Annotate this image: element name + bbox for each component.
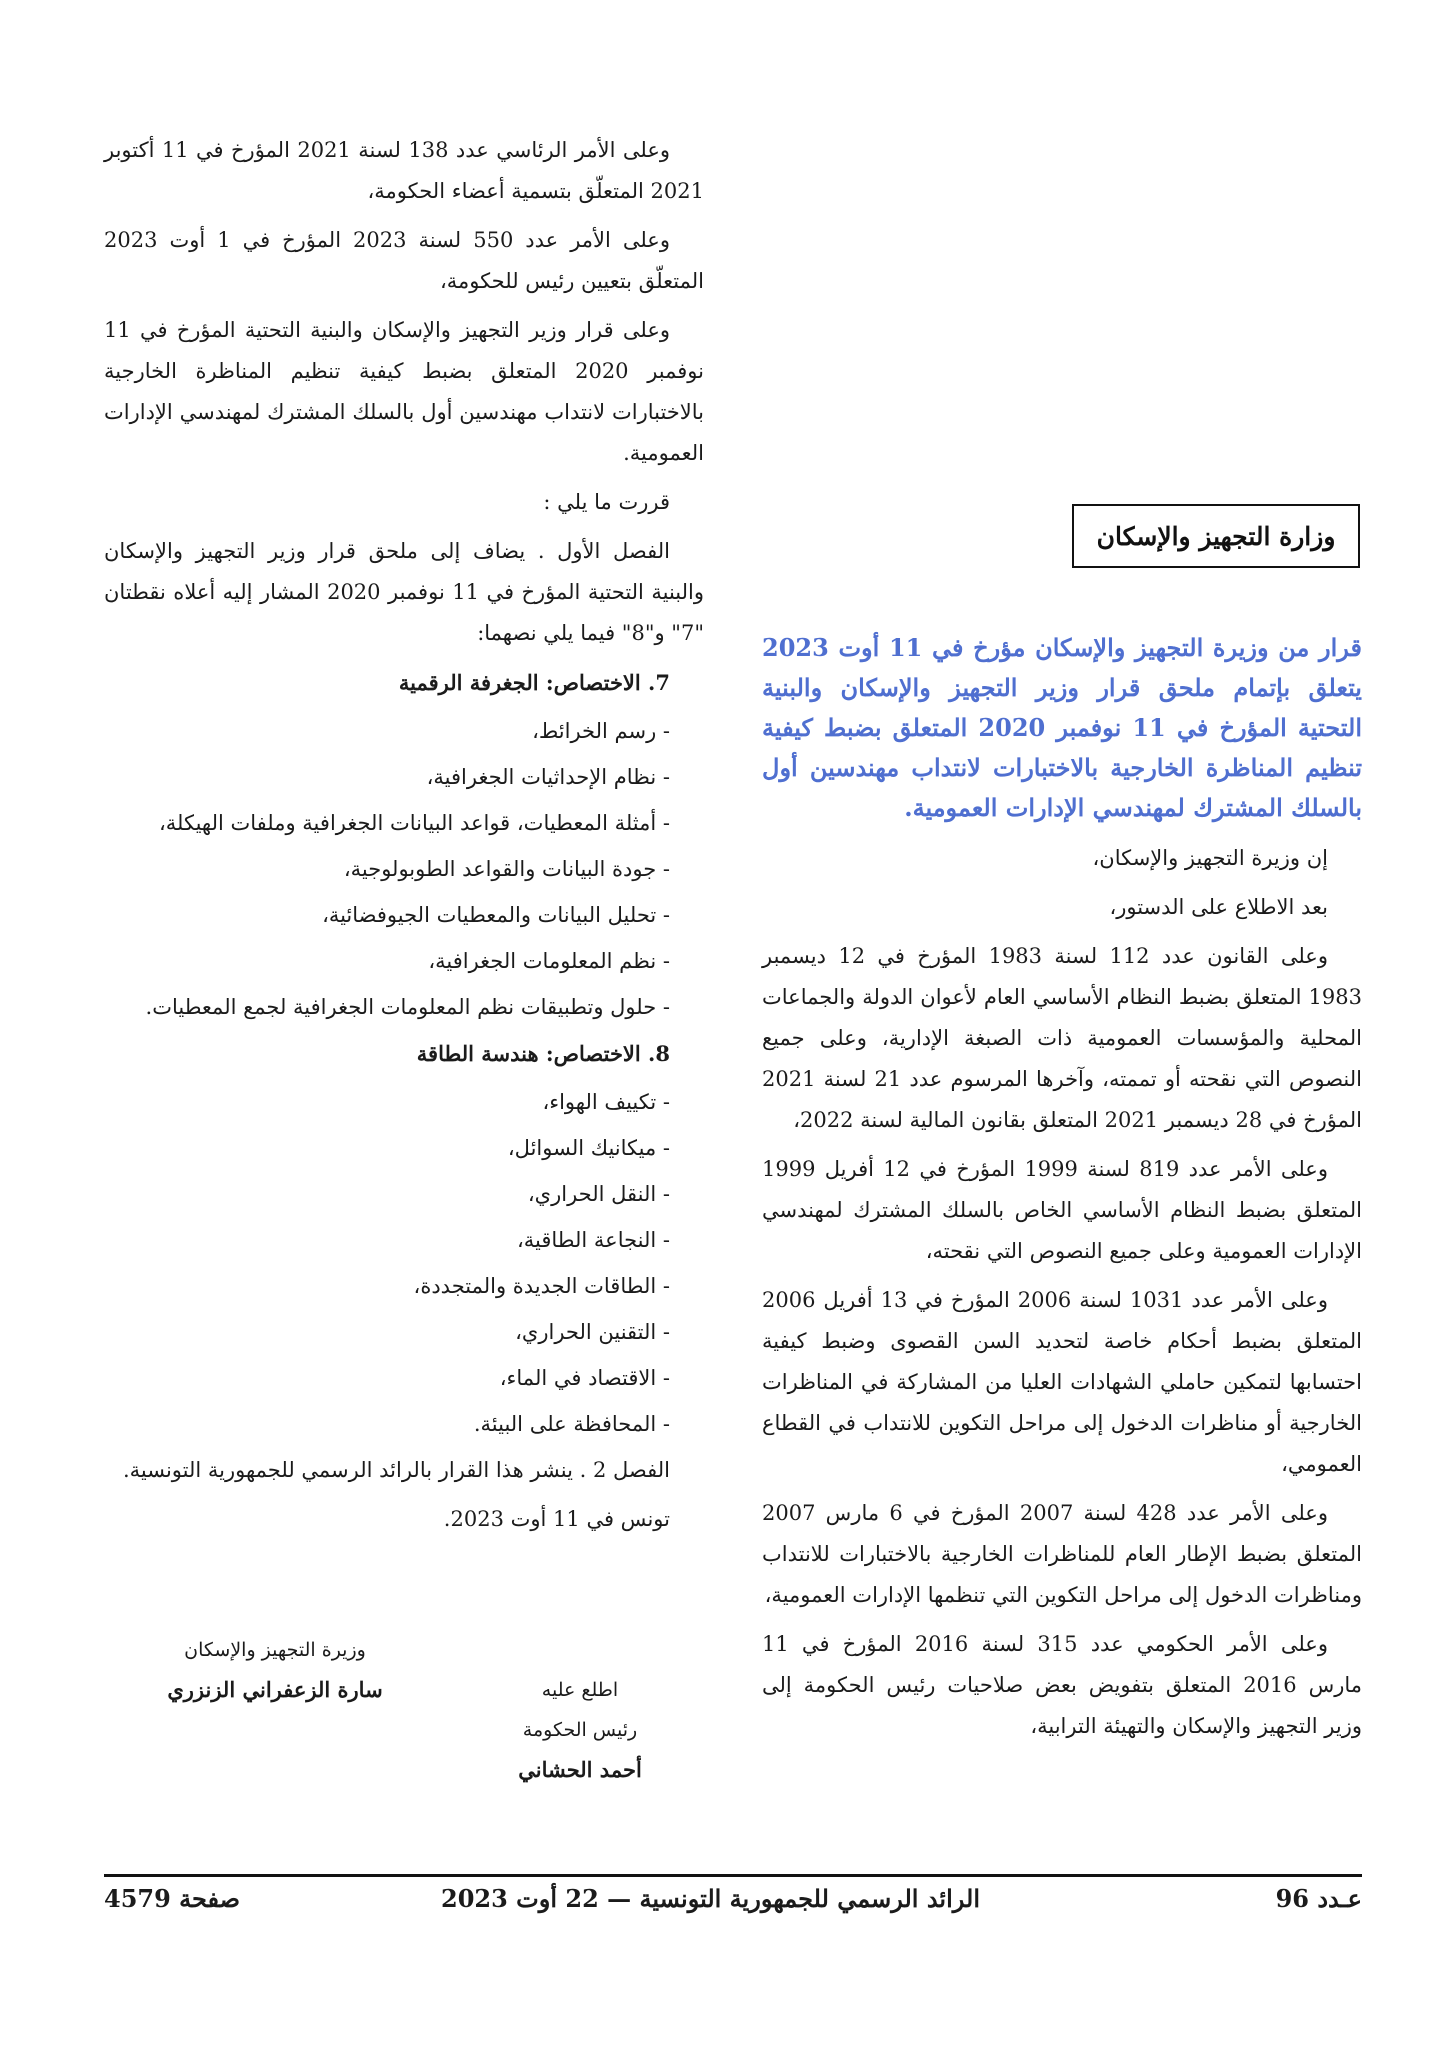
issue-number: عـدد 96: [1275, 1884, 1362, 1913]
heading-specialty-7: 7. الاختصاص: الجغرفة الرقمية: [398, 670, 670, 695]
minister-name: سارة الزعفراني الزنزري: [167, 1677, 383, 1702]
paragraph-presidential-order: وعلى الأمر الرئاسي عدد 138 لسنة 2021 المؤرخ في 11 أكتوبر 2021 المتعلّق بتسمية أعضاء الحكومة،: [104, 138, 704, 203]
list-item: - الطاقات الجديدة والمتجددة،: [104, 1266, 704, 1307]
list-specialty-7: [104, 711, 704, 1028]
list-item: - النقل الحراري،: [104, 1174, 704, 1215]
paragraph-decided: قررت ما يلي :: [543, 490, 670, 514]
list-item: - جودة البيانات والقواعد الطوبولوجية،: [104, 849, 704, 890]
page-number: صفحة 4579: [104, 1884, 241, 1913]
left-column: [104, 130, 704, 1548]
list-item: - رسم الخرائط،: [104, 711, 704, 752]
minister-signature: [160, 1630, 390, 1710]
paragraph-constitution: بعد الاطلاع على الدستور،: [1109, 895, 1328, 919]
paragraph-order-819: وعلى الأمر عدد 819 لسنة 1999 المؤرخ في 12 أفريل 1999 المتعلق بضبط النظام الأساسي الخاص بالسلك المشترك لمهندسي الإدارات العمومية وعلى جميع النصوص التي نقحته،: [762, 1157, 1362, 1263]
gazette-title-date: الرائد الرسمي للجمهورية التونسية — 22 أوت 2023: [441, 1884, 980, 1913]
paragraph-article-2: الفصل 2 . ينشر هذا القرار بالرائد الرسمي للجمهورية التونسية.: [122, 1458, 670, 1482]
paragraph-minister: إن وزيرة التجهيز والإسكان،: [1092, 846, 1328, 870]
pm-signature: [480, 1670, 680, 1790]
right-column: [762, 838, 1362, 1755]
list-item: - نظام الإحداثيات الجغرافية،: [104, 757, 704, 798]
decree-title: قرار من وزيرة التجهيز والإسكان مؤرخ في 11 أوت 2023 يتعلق بإتمام ملحق قرار وزير التجهيز والإسكان والبنية التحتية المؤرخ في 11 نوفمبر 2020 المتعلق بضبط كيفية تنظيم المناظرة الخارجية بالاختبارات لانتداب مهندسين أول بالسلك المشترك لمهندسي الإدارات العمومية.: [762, 633, 1362, 822]
footer-divider: [104, 1874, 1362, 1877]
list-specialty-8: [104, 1082, 704, 1445]
list-item: - تكييف الهواء،: [104, 1082, 704, 1123]
list-item: - التقنين الحراري،: [104, 1312, 704, 1353]
heading-specialty-8: 8. الاختصاص: هندسة الطاقة: [416, 1041, 670, 1066]
paragraph-pm-appointment: وعلى الأمر عدد 550 لسنة 2023 المؤرخ في 1 أوت 2023 المتعلّق بتعيين رئيس للحكومة،: [104, 228, 704, 293]
list-item: - الاقتصاد في الماء،: [104, 1358, 704, 1399]
ministry-header-box: وزارة التجهيز والإسكان: [1072, 504, 1360, 568]
paragraph-article-1: الفصل الأول . يضاف إلى ملحق قرار وزير التجهيز والإسكان والبنية التحتية المؤرخ في 11 نوفمبر 2020 المشار إليه أعلاه نقطتان "7" و"8" فيما يلي نصهما:: [104, 539, 704, 645]
list-item: - النجاعة الطاقية،: [104, 1220, 704, 1261]
paragraph-order-315: وعلى الأمر الحكومي عدد 315 لسنة 2016 المؤرخ في 11 مارس 2016 المتعلق بتفويض بعض صلاحيات رئيس الحكومة إلى وزير التجهيز والإسكان والتهيئة الترابية،: [762, 1632, 1362, 1738]
minister-title: وزيرة التجهيز والإسكان: [184, 1639, 366, 1661]
list-item: - أمثلة المعطيات، قواعد البيانات الجغرافية وملفات الهيكلة،: [104, 803, 704, 844]
paragraph-previous-decision: وعلى قرار وزير التجهيز والإسكان والبنية التحتية المؤرخ في 11 نوفمبر 2020 المتعلق بضبط كيفية تنظيم المناظرة الخارجية بالاختبارات لانتداب مهندسين أول بالسلك المشترك لمهندسي الإدارات العمومية.: [104, 318, 704, 465]
pm-title: رئيس الحكومة: [522, 1719, 638, 1741]
paragraph-order-428: وعلى الأمر عدد 428 لسنة 2007 المؤرخ في 6 مارس 2007 المتعلق بضبط الإطار العام للمناظرات الخارجية بالاختبارات للانتداب ومناظرات الدخول إلى مراحل التكوين التي تنظمها الإدارات العمومية،: [762, 1501, 1362, 1607]
paragraph-order-1031: وعلى الأمر عدد 1031 لسنة 2006 المؤرخ في 13 أفريل 2006 المتعلق بضبط أحكام خاصة لتحديد السن القصوى وضبط كيفية احتسابها لتمكين حاملي الشهادات العليا من المشاركة في المناظرات الخارجية أو مناظرات الدخول إلى مراحل التكوين للانتداب في القطاع العمومي،: [762, 1288, 1362, 1476]
paragraph-date-place: تونس في 11 أوت 2023.: [443, 1507, 670, 1531]
list-item: - نظم المعلومات الجغرافية،: [104, 941, 704, 982]
seen-label: اطلع عليه: [541, 1679, 619, 1701]
list-item: - ميكانيك السوائل،: [104, 1128, 704, 1169]
pm-name: أحمد الحشاني: [518, 1757, 642, 1782]
paragraph-law-112: وعلى القانون عدد 112 لسنة 1983 المؤرخ في 12 ديسمبر 1983 المتعلق بضبط النظام الأساسي العام لأعوان الدولة والجماعات المحلية والمؤسسات العمومية ذات الصبغة الإدارية، وعلى جميع النصوص التي نقحته أو تممته، وآخرها المرسوم عدد 21 لسنة 2021 المؤرخ في 28 ديسمبر 2021 المتعلق بقانون المالية لسنة 2022،: [762, 944, 1362, 1132]
list-item: - المحافظة على البيئة.: [104, 1404, 704, 1445]
list-item: - حلول وتطبيقات نظم المعلومات الجغرافية لجمع المعطيات.: [104, 987, 704, 1028]
list-item: - تحليل البيانات والمعطيات الجيوفضائية،: [104, 895, 704, 936]
